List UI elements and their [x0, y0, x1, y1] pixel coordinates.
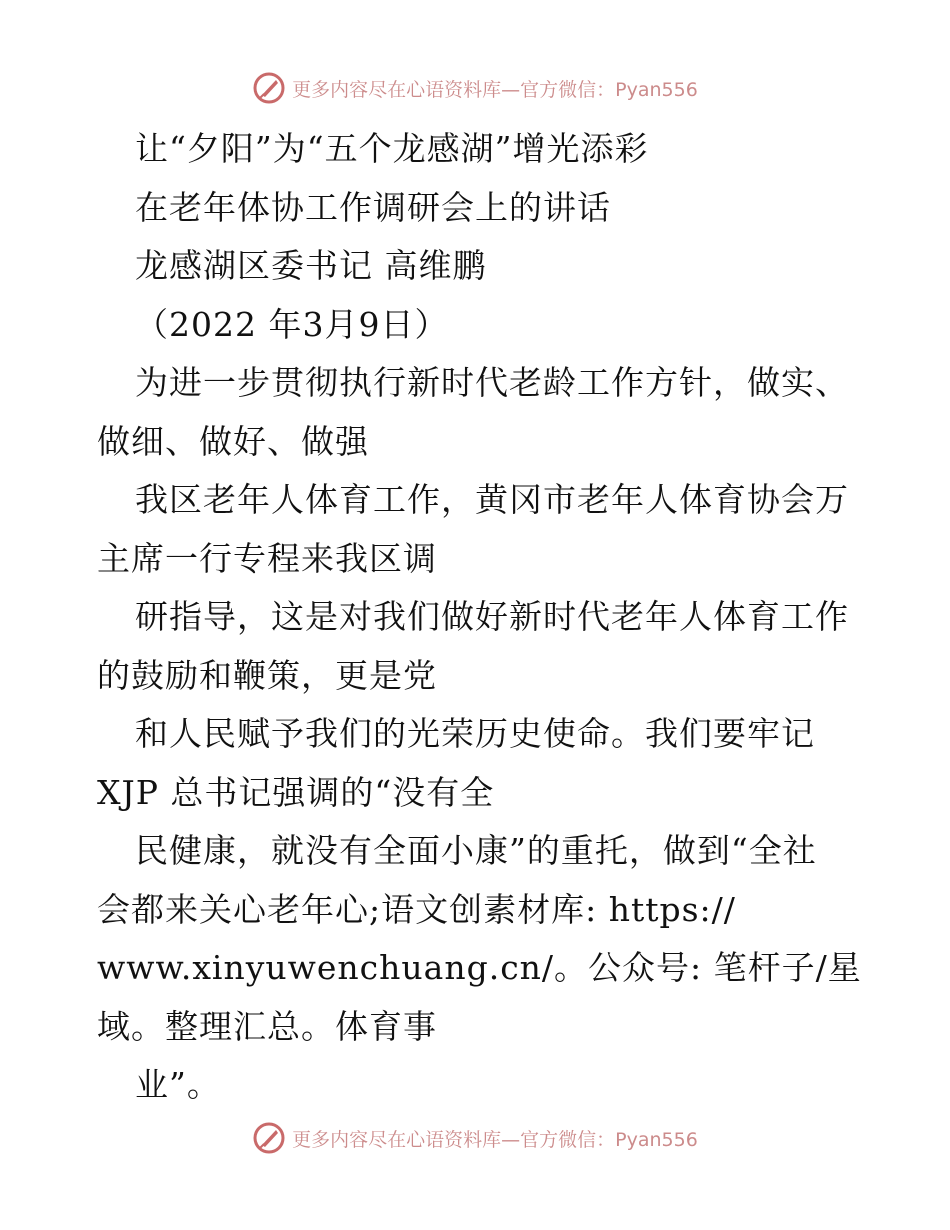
- text-line: 研指导，这是对我们做好新时代老年人体育工作: [135, 597, 849, 636]
- text-line: 我区老年人体育工作，黄冈市老年人体育协会万: [135, 480, 849, 519]
- text-line: 做细、做好、做强: [97, 421, 369, 461]
- text-line: XJP 总书记强调的“没有全: [97, 772, 495, 812]
- footer-watermark: [0, 1121, 950, 1155]
- text-line: www.xinyuwenchuang.cn/。公众号: 笔杆子/星: [97, 948, 862, 987]
- text-line: 域。整理汇总。体育事: [97, 1006, 437, 1046]
- text-line: 的鼓励和鞭策，更是党: [97, 655, 437, 695]
- text-line: 民健康，就没有全面小康”的重托，做到“全社: [135, 831, 817, 870]
- text-line: （2022 年3月9日）: [135, 304, 449, 344]
- text-line: 龙感湖区委书记 高维鹏: [135, 246, 487, 285]
- text-line: 在老年体协工作调研会上的讲话: [135, 187, 611, 227]
- text-line: 主席一行专程来我区调: [97, 538, 437, 578]
- text-line: 为进一步贯彻执行新时代老龄工作方针，做实、: [135, 363, 849, 402]
- text-line: 业”。: [135, 1065, 221, 1104]
- text-line: 让“夕阳”为“五个龙感湖”增光添彩: [135, 129, 649, 168]
- quill-logo-icon: [252, 71, 286, 105]
- header-watermark: [0, 71, 950, 105]
- text-line: 会都来关心老年心;语文创素材库: https://: [97, 889, 736, 929]
- document-body: [97, 120, 862, 1115]
- watermark-text: 更多内容尽在心语资料库—官方微信：Pyan556: [292, 78, 698, 101]
- quill-logo-icon: [252, 1121, 286, 1155]
- text-line: 和人民赋予我们的光荣历史使命。我们要牢记: [135, 714, 815, 753]
- watermark-text: 更多内容尽在心语资料库—官方微信：Pyan556: [292, 1128, 698, 1151]
